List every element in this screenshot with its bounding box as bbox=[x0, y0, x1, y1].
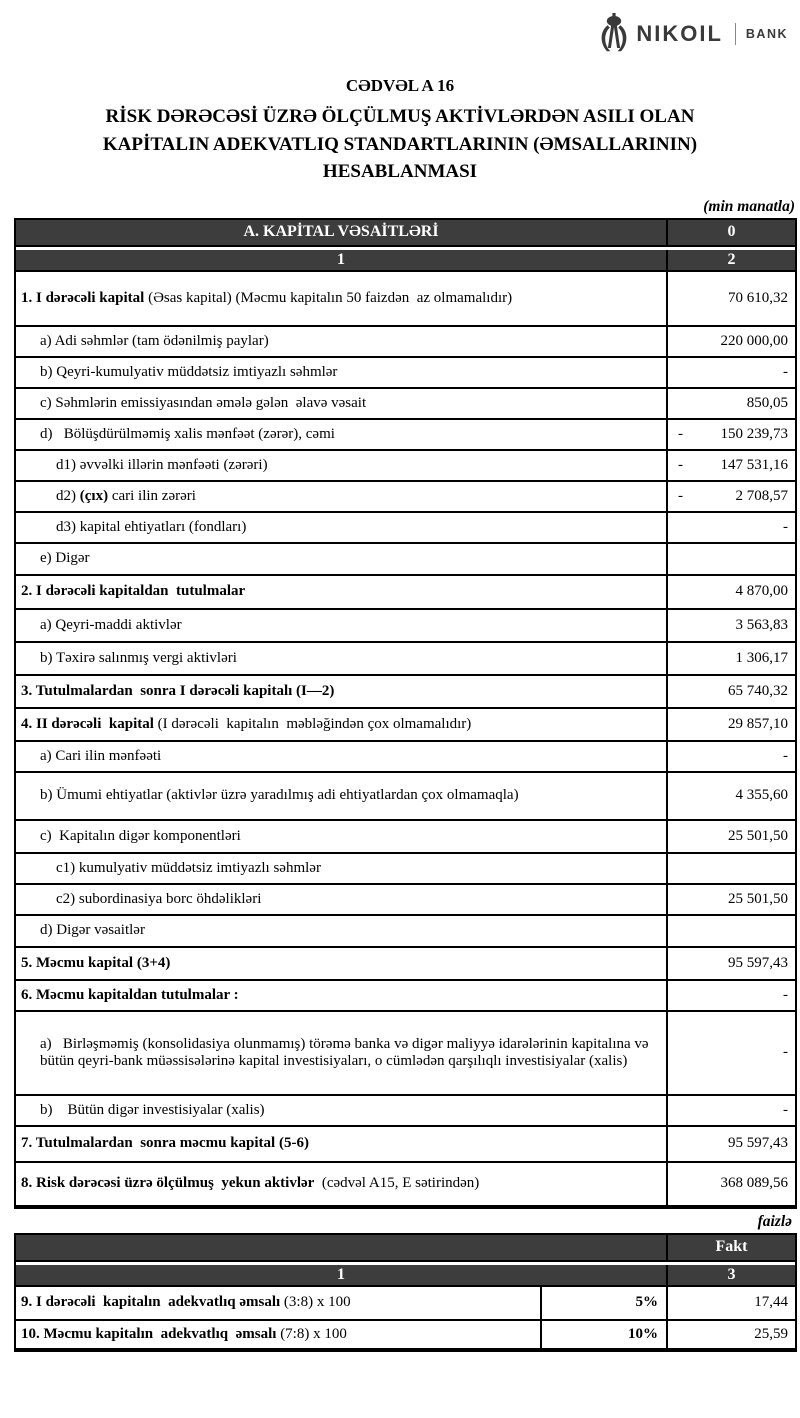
row-label-text bbox=[56, 457, 268, 474]
logo-divider bbox=[735, 23, 736, 45]
minus-sign: - bbox=[678, 456, 683, 473]
row-value bbox=[668, 358, 795, 387]
row-label bbox=[16, 948, 668, 979]
row-label bbox=[16, 482, 668, 511]
value-text: 25 501,50 bbox=[728, 827, 788, 844]
row-value bbox=[668, 981, 795, 1010]
colnum-1: 1 bbox=[16, 250, 668, 270]
table-row bbox=[16, 916, 795, 948]
ratio-header-empty bbox=[16, 1235, 668, 1260]
row-label-text bbox=[40, 787, 519, 804]
label-rest: c2) subordinasiya borc öhdəlikləri bbox=[56, 890, 262, 907]
row-label bbox=[16, 272, 668, 325]
row-label-text bbox=[21, 716, 471, 733]
table-row bbox=[16, 451, 795, 482]
row-label-text bbox=[40, 550, 90, 567]
value-text: 220 000,00 bbox=[720, 332, 788, 349]
value-text: - bbox=[783, 1101, 788, 1118]
value-text: 70 610,32 bbox=[728, 289, 788, 306]
value-text: 95 597,43 bbox=[728, 954, 788, 971]
ratio-row-label bbox=[16, 1287, 542, 1319]
value-text: - bbox=[783, 986, 788, 1003]
row-label bbox=[16, 610, 668, 641]
label-rest: c) Səhmlərin emissiyasından əmələ gələn əlavə vəsait bbox=[40, 394, 367, 411]
label-rest: a) Qeyri-maddi aktivlər bbox=[40, 616, 182, 633]
row-label bbox=[16, 885, 668, 914]
row-label-text bbox=[56, 488, 196, 505]
value-text: 4 355,60 bbox=[735, 787, 788, 804]
label-bold: 4. II dərəcəli kapital bbox=[21, 715, 154, 732]
title-line-4: HESABLANMASI bbox=[322, 161, 478, 183]
value-text: 368 089,56 bbox=[720, 1175, 788, 1192]
label-bold: 7. Tutulmalardan sonra məcmu kapital (5-6) bbox=[21, 1135, 309, 1152]
label-rest: c) Kapitalın digər komponentləri bbox=[40, 827, 241, 844]
table-row bbox=[16, 389, 795, 420]
capital-table-header-row bbox=[16, 220, 795, 247]
colnum-2: 2 bbox=[727, 250, 736, 268]
row-label-text bbox=[56, 860, 321, 877]
label-bold: 6. Məcmu kapitaldan tutulmalar : bbox=[21, 986, 239, 1003]
value-text: 25 501,50 bbox=[728, 890, 788, 907]
row-label-text bbox=[40, 426, 335, 443]
ratio-fakt-value bbox=[668, 1321, 795, 1348]
label-rest: (7:8) x 100 bbox=[276, 1325, 347, 1342]
ratio-row bbox=[16, 1287, 795, 1321]
value-text: 150 239,73 bbox=[720, 425, 788, 442]
logo-brand-text: NIKOIL bbox=[636, 21, 723, 46]
row-value bbox=[668, 389, 795, 418]
table-number: CƏDVƏL A 16 bbox=[345, 76, 455, 95]
label-rest: a) Cari ilin mənfəəti bbox=[40, 747, 162, 764]
table-row bbox=[16, 610, 795, 643]
label-bold: 1. I dərəcəli kapital bbox=[21, 289, 145, 306]
label-bold: (çıx) bbox=[79, 487, 109, 504]
row-value bbox=[668, 854, 795, 883]
label-rest: e) Digər bbox=[40, 550, 90, 567]
bank-logo bbox=[599, 13, 788, 55]
table-row bbox=[16, 1096, 795, 1127]
row-label-text bbox=[40, 1036, 658, 1070]
table-row bbox=[16, 1127, 795, 1163]
label-rest: b) Bütün digər investisiyalar (xalis) bbox=[40, 1101, 265, 1118]
row-value bbox=[668, 1096, 795, 1125]
norm-text: 10% bbox=[628, 1325, 658, 1342]
label-bold: 9. I dərəcəli kapitalın adekvatlıq əmsalı bbox=[21, 1294, 281, 1311]
label-prefix: d2) bbox=[56, 487, 80, 504]
row-label bbox=[16, 420, 668, 449]
ratio-label-text bbox=[21, 1294, 351, 1311]
table-row bbox=[16, 1012, 795, 1096]
row-label-text bbox=[21, 583, 245, 600]
ratio-table bbox=[14, 1233, 797, 1352]
ratio-norm-value bbox=[542, 1287, 668, 1319]
ratio-label-text bbox=[21, 1326, 347, 1343]
row-label bbox=[16, 916, 668, 946]
table-row bbox=[16, 773, 795, 821]
row-value bbox=[668, 327, 795, 356]
row-label bbox=[16, 1012, 668, 1094]
table-row bbox=[16, 513, 795, 544]
minus-sign: - bbox=[678, 425, 683, 442]
table-row bbox=[16, 981, 795, 1012]
row-label bbox=[16, 1127, 668, 1161]
ratio-fakt-value bbox=[668, 1287, 795, 1319]
table-row bbox=[16, 576, 795, 610]
ratio-colnum-3: 3 bbox=[727, 1265, 736, 1283]
label-rest: (3:8) x 100 bbox=[280, 1294, 351, 1311]
label-rest: c1) kumulyativ müddətsiz imtiyazlı səhmlər bbox=[56, 859, 321, 876]
label-rest: d) Bölüşdürülməmiş xalis mənfəət (zərər), cəmi bbox=[40, 425, 335, 442]
label-rest: d) Digər vəsaitlər bbox=[40, 922, 145, 939]
capital-table-header-title: A. KAPİTAL VƏSAİTLƏRİ bbox=[16, 220, 668, 245]
label-bold: 8. Risk dərəcəsi üzrə ölçülmuş yekun aktivlər bbox=[21, 1175, 315, 1192]
row-label bbox=[16, 1163, 668, 1205]
table-row bbox=[16, 482, 795, 513]
ratio-table-body bbox=[16, 1287, 795, 1350]
row-label-text bbox=[21, 683, 334, 700]
row-label-text bbox=[40, 333, 269, 350]
row-value bbox=[668, 643, 795, 674]
label-rest: (cədvəl A15, E sətirindən) bbox=[314, 1175, 480, 1192]
value-text: 1 306,17 bbox=[735, 649, 788, 666]
table-row bbox=[16, 709, 795, 742]
capital-table-body bbox=[16, 272, 795, 1207]
table-row bbox=[16, 643, 795, 676]
label-rest: a) Adi səhmlər (tam ödənilmiş paylar) bbox=[40, 332, 269, 349]
value-text: 95 597,43 bbox=[728, 1135, 788, 1152]
row-value bbox=[668, 916, 795, 946]
row-label bbox=[16, 773, 668, 819]
row-value bbox=[668, 1012, 795, 1094]
label-rest: d1) əvvəlki illərin mənfəəti (zərəri) bbox=[56, 456, 268, 473]
value-text: 29 857,10 bbox=[728, 715, 788, 732]
label-rest: (Əsas kapital) (Məcmu kapitalın 50 faizdən az olmamalıdır) bbox=[144, 289, 513, 306]
row-label bbox=[16, 451, 668, 480]
unit-note-faizle: faizlə bbox=[757, 1212, 792, 1230]
row-label bbox=[16, 576, 668, 608]
row-label bbox=[16, 513, 668, 542]
label-rest: a) Birləşməmiş (konsolidasiya olunmamış) törəmə banka və digər maliyyə idarələrinin kapitalına və bütün qeyri-bank müəssisələrinə kapital investisiyaları, o cümlədən qarşılıqlı investisiyalar (xalis) bbox=[40, 1035, 653, 1069]
row-label-text bbox=[21, 1175, 479, 1192]
logo-bank-text: BANK bbox=[745, 27, 788, 41]
label-rest: (I dərəcəli kapitalın məbləğindən çox olmamalıdır) bbox=[153, 715, 472, 732]
row-label-text bbox=[21, 987, 239, 1004]
row-value bbox=[668, 1163, 795, 1205]
table-row bbox=[16, 948, 795, 981]
row-label bbox=[16, 981, 668, 1010]
row-label-text bbox=[21, 955, 170, 972]
unit-note-min-manatla: (min manatla) bbox=[703, 197, 795, 215]
row-value bbox=[668, 482, 795, 511]
label-rest: b) Qeyri-kumulyativ müddətsiz imtiyazlı səhmlər bbox=[40, 363, 338, 380]
row-label bbox=[16, 676, 668, 707]
value-text: - bbox=[783, 747, 788, 764]
table-row bbox=[16, 742, 795, 773]
value-text: - bbox=[783, 1044, 788, 1061]
ratio-colnum-1: 1 bbox=[16, 1265, 668, 1285]
row-value bbox=[668, 544, 795, 574]
row-value bbox=[668, 821, 795, 852]
row-value bbox=[668, 272, 795, 325]
table-row bbox=[16, 1163, 795, 1207]
row-label-text bbox=[56, 891, 261, 908]
row-value bbox=[668, 576, 795, 608]
row-value bbox=[668, 420, 795, 449]
table-row bbox=[16, 676, 795, 709]
label-bold: 5. Məcmu kapital (3+4) bbox=[21, 954, 171, 971]
title-line-3: KAPİTALIN ADEKVATLIQ STANDARTLARININ (ƏMSALLARININ) bbox=[102, 133, 698, 155]
value-text: 147 531,16 bbox=[720, 456, 788, 473]
value-text: 4 870,00 bbox=[735, 583, 788, 600]
value-text: 3 563,83 bbox=[735, 616, 788, 633]
ratio-table-header-row bbox=[16, 1235, 795, 1262]
label-rest: b) Ümumi ehtiyatlar (aktivlər üzrə yaradılmış adi ehtiyatlardan çox olmamaqla) bbox=[40, 787, 519, 804]
label-bold: 10. Məcmu kapitalın adekvatlıq əmsalı bbox=[21, 1325, 277, 1342]
row-value bbox=[668, 948, 795, 979]
table-row bbox=[16, 885, 795, 916]
row-label bbox=[16, 821, 668, 852]
label-rest: d3) kapital ehtiyatları (fondları) bbox=[56, 518, 247, 535]
row-label bbox=[16, 854, 668, 883]
row-label-text bbox=[40, 364, 337, 381]
table-row bbox=[16, 854, 795, 885]
row-value bbox=[668, 451, 795, 480]
capital-table bbox=[14, 218, 797, 1209]
ratio-header-fakt: Fakt bbox=[715, 1238, 748, 1256]
row-label bbox=[16, 742, 668, 771]
label-bold: 2. I dərəcəli kapitaldan tutulmalar bbox=[21, 583, 246, 600]
label-rest: b) Təxirə salınmış vergi aktivləri bbox=[40, 649, 237, 666]
table-row bbox=[16, 821, 795, 854]
title-line-2: RİSK DƏRƏCƏSİ ÜZRƏ ÖLÇÜLMUŞ AKTİVLƏRDƏN ASILI OLAN bbox=[105, 106, 695, 127]
value-text: 850,05 bbox=[746, 394, 788, 411]
capital-table-header-col0: 0 bbox=[727, 223, 736, 241]
row-value bbox=[668, 742, 795, 771]
table-row bbox=[16, 544, 795, 576]
row-label-text bbox=[40, 828, 241, 845]
row-label-text bbox=[40, 922, 145, 939]
value-text: - bbox=[783, 363, 788, 380]
row-label bbox=[16, 709, 668, 740]
row-value bbox=[668, 1127, 795, 1161]
row-label bbox=[16, 643, 668, 674]
row-label bbox=[16, 389, 668, 418]
ratio-row bbox=[16, 1321, 795, 1350]
minus-sign: - bbox=[678, 487, 683, 504]
row-label-text bbox=[40, 1102, 265, 1119]
ratio-norm-value bbox=[542, 1321, 668, 1348]
value-text: - bbox=[783, 518, 788, 535]
row-label-text bbox=[40, 617, 182, 634]
row-label-text bbox=[40, 395, 366, 412]
row-label bbox=[16, 327, 668, 356]
row-label-text bbox=[40, 650, 237, 667]
fakt-text: 25,59 bbox=[754, 1325, 788, 1342]
row-value bbox=[668, 676, 795, 707]
norm-text: 5% bbox=[635, 1294, 658, 1311]
row-value bbox=[668, 773, 795, 819]
row-label bbox=[16, 358, 668, 387]
row-label-text bbox=[40, 748, 161, 765]
row-label-text bbox=[21, 1135, 309, 1152]
row-label-text bbox=[56, 519, 246, 536]
table-row bbox=[16, 420, 795, 451]
capital-table-colnum-row bbox=[16, 250, 795, 272]
label-bold: 3. Tutulmalardan sonra I dərəcəli kapitalı (I—2) bbox=[21, 682, 335, 699]
table-row bbox=[16, 272, 795, 327]
row-value bbox=[668, 513, 795, 542]
label-rest: cari ilin zərəri bbox=[108, 487, 196, 504]
ratio-row-label bbox=[16, 1321, 542, 1348]
table-row bbox=[16, 358, 795, 389]
fakt-text: 17,44 bbox=[754, 1294, 788, 1311]
row-label bbox=[16, 1096, 668, 1125]
row-value bbox=[668, 709, 795, 740]
row-value bbox=[668, 610, 795, 641]
value-text: 65 740,32 bbox=[728, 682, 788, 699]
table-row bbox=[16, 327, 795, 358]
row-label bbox=[16, 544, 668, 574]
row-value bbox=[668, 885, 795, 914]
row-label-text bbox=[21, 290, 512, 307]
ratio-table-colnum-row bbox=[16, 1265, 795, 1287]
value-text: 2 708,57 bbox=[735, 487, 788, 504]
oil-derrick-icon bbox=[599, 13, 629, 55]
